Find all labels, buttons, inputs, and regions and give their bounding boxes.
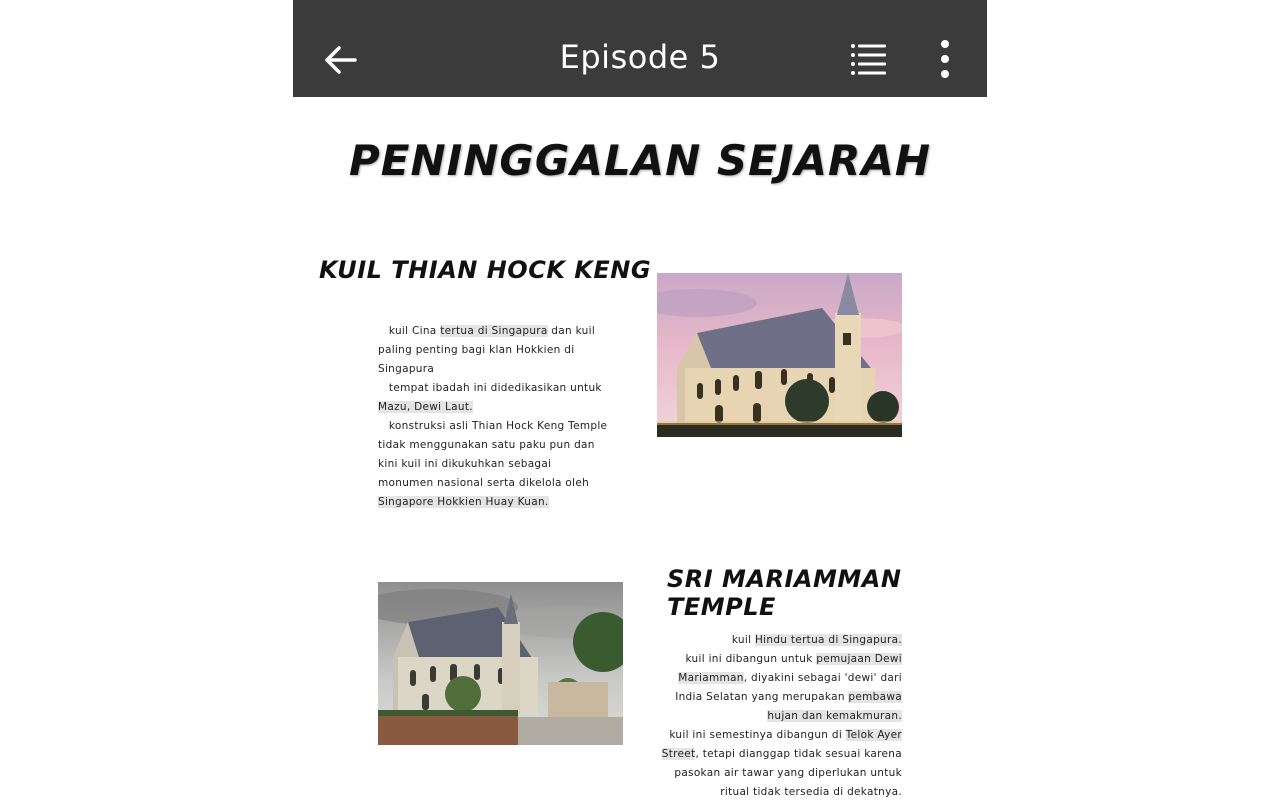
text-run: tempat ibadah ini didedikasikan untuk (388, 382, 602, 394)
highlighted-text: Singapore Hokkien Huay Kuan. (378, 496, 549, 508)
reader-app (293, 0, 987, 800)
section-text-sri-mariamman (661, 631, 902, 800)
section-text-thian-hock-keng (378, 322, 610, 512)
paragraph (378, 322, 610, 379)
text-run: kuil (731, 634, 755, 646)
highlighted-text: Telok Ayer Street (661, 729, 902, 760)
highlighted-text: pembawa hujan dan kemakmuran. (767, 691, 902, 722)
page-main-title: PENINGGALAN SEJARAH (349, 136, 931, 185)
paragraph (378, 379, 610, 417)
more-options-button[interactable] (933, 38, 957, 80)
episode-title: Episode 5 (559, 38, 721, 76)
text-run: kuil ini dibangun untuk (685, 653, 817, 665)
text-run: , diyakini sebagai 'dewi' dari India Selatan yang merupakan (675, 672, 902, 703)
text-run: , tetapi dianggap tidak sesuai karena pasokan air tawar yang diperlukan untuk ritual tidak tersedia di dekatnya. (674, 748, 902, 798)
text-run: konstruksi asli Thian Hock Keng Temple tidak menggunakan satu paku pun dan kini kuil ini dikukuhkan sebagai monumen nasional serta dikelola oleh (378, 420, 608, 489)
episode-list-button[interactable] (849, 40, 889, 80)
highlighted-text: Hindu tertua di Singapura. (754, 634, 902, 646)
highlighted-text: pemujaan Dewi Mariamman (678, 653, 902, 684)
paragraph (661, 726, 902, 800)
church-photo-cloudy (378, 582, 623, 745)
text-run: kuil Cina (388, 325, 441, 337)
paragraph (661, 631, 902, 650)
section-title-thian-hock-keng: KUIL THIAN HOCK KENG (319, 256, 652, 284)
paragraph (661, 650, 902, 726)
church-photo-sunset (657, 273, 902, 437)
paragraph (378, 417, 610, 512)
text-run: dan kuil paling penting bagi klan Hokkien di Singapura (378, 325, 596, 375)
section-title-sri-mariamman: SRI MARIAMMAN TEMPLE (667, 565, 902, 621)
top-app-bar (293, 0, 987, 97)
highlighted-text: Mazu, Dewi Laut. (378, 401, 473, 413)
highlighted-text: tertua di Singapura (440, 325, 548, 337)
text-run: kuil ini semestinya dibangun di (669, 729, 846, 741)
more-vertical-icon (933, 38, 957, 80)
list-icon (849, 40, 889, 80)
